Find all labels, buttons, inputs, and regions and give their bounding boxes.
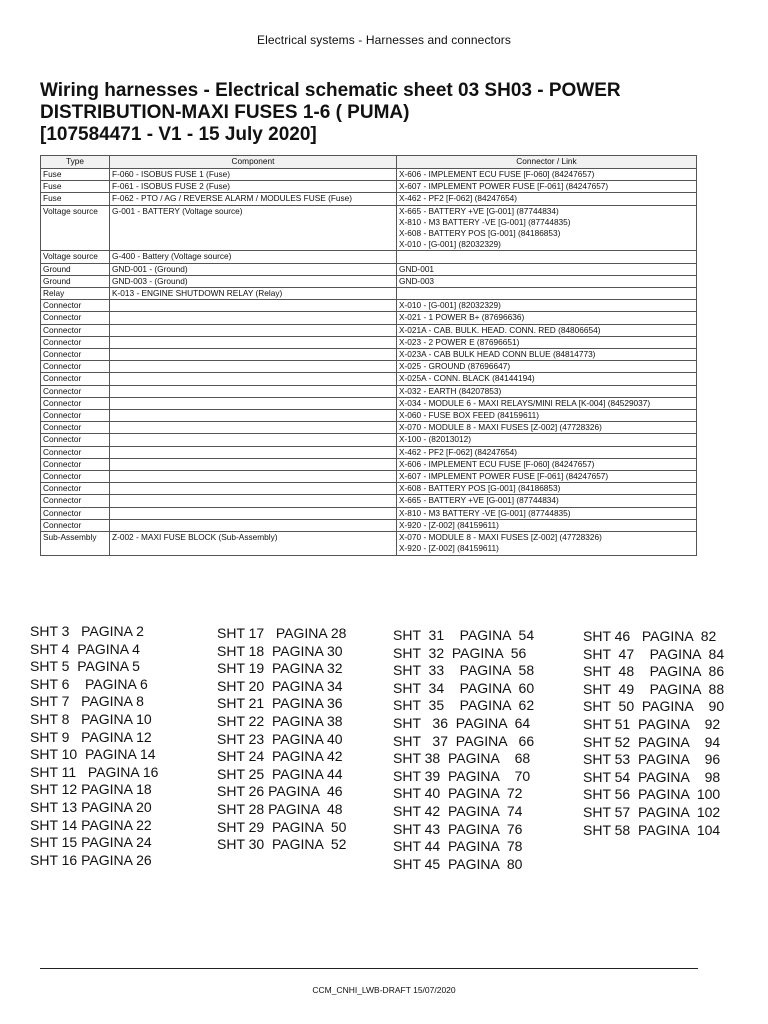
cell-type: Connector: [41, 361, 110, 373]
cell-connector-link: [397, 288, 697, 300]
sheet-page-entry: SHT 6 PAGINA 6: [30, 675, 148, 692]
sheet-page-entry: SHT 34 PAGINA 60: [393, 679, 535, 696]
page-header: Electrical systems - Harnesses and connectors: [257, 33, 511, 47]
cell-connector-link: [397, 532, 697, 555]
table-row: [41, 483, 697, 495]
connector-link: X-607 - IMPLEMENT POWER FUSE [F-061] (84247657): [399, 181, 609, 192]
cell-type: Voltage source: [41, 205, 110, 251]
cell-component: [110, 361, 397, 373]
connector-link: X-034 - MODULE 6 - MAXI RELAYS/MINI RELA [K-004] (84529037): [399, 397, 651, 408]
sheet-page-entry: SHT 3 PAGINA 2: [30, 623, 144, 639]
connector-link: X-606 - IMPLEMENT ECU FUSE [F-060] (84247657): [399, 458, 595, 469]
cell-component: GND-003 - (Ground): [110, 275, 397, 287]
sheet-page-entry: SHT 4 PAGINA 4: [30, 640, 140, 657]
cell-type: Connector: [41, 471, 110, 483]
connector-link: X-010 - [G-001] (82032329): [399, 300, 501, 311]
connector-link: [399, 288, 694, 299]
sheet-page-entry: SHT 39 PAGINA 70: [393, 767, 531, 784]
cell-connector-link: [397, 324, 697, 336]
sheet-page-entry: SHT 54 PAGINA 98: [583, 768, 721, 785]
sheet-page-entry: SHT 45 PAGINA 80: [393, 855, 523, 872]
cell-component: G-001 - BATTERY (Voltage source): [110, 205, 397, 251]
cell-component: F-062 - PTO / AG / REVERSE ALARM / MODULES FUSE (Fuse): [110, 193, 397, 205]
cell-connector-link: [397, 385, 697, 397]
sheet-page-entry: SHT 37 PAGINA 66: [393, 732, 535, 749]
table-row: [41, 275, 697, 287]
cell-component: [110, 385, 397, 397]
cell-component: GND-001 - (Ground): [110, 263, 397, 275]
connector-link: GND-001: [399, 263, 435, 274]
cell-component: [110, 446, 397, 458]
sheet-page-entry: SHT 44 PAGINA 78: [393, 838, 523, 855]
connector-link: X-606 - IMPLEMENT ECU FUSE [F-060] (84247657): [399, 169, 595, 179]
column-header-type: Type: [41, 156, 110, 169]
title-line-2: DISTRIBUTION-MAXI FUSES 1-6 ( PUMA): [40, 102, 410, 123]
sheet-page-entry: SHT 56 PAGINA 100: [583, 786, 721, 803]
sheet-page-entry: SHT 24 PAGINA 42: [217, 748, 343, 765]
cell-connector-link: [397, 336, 697, 348]
connector-link: GND-003: [399, 275, 435, 286]
connector-link: X-920 - [Z-002] (84159611): [399, 519, 499, 530]
cell-type: Connector: [41, 519, 110, 531]
sheet-page-entry: SHT 53 PAGINA 96: [583, 751, 721, 768]
cell-type: Connector: [41, 458, 110, 470]
connector-link: X-810 - M3 BATTERY -VE [G-001] (87744835): [399, 507, 571, 518]
cell-type: Connector: [41, 300, 110, 312]
cell-component: [110, 519, 397, 531]
cell-connector-link: [397, 181, 697, 193]
cell-component: [110, 422, 397, 434]
cell-component: [110, 434, 397, 446]
cell-connector-link: [397, 169, 697, 181]
sheet-page-entry: SHT 13 PAGINA 20: [30, 798, 152, 815]
cell-component: F-061 - ISOBUS FUSE 2 (Fuse): [110, 181, 397, 193]
connector-link: X-070 - MODULE 8 - MAXI FUSES [Z-002] (47728326): [399, 532, 602, 543]
sheet-page-column-3: [393, 627, 534, 873]
sheet-page-entry: SHT 43 PAGINA 76: [393, 820, 523, 837]
table-header-row: [41, 156, 697, 169]
table-row: [41, 288, 697, 300]
cell-component: [110, 373, 397, 385]
table-row: [41, 324, 697, 336]
connector-link: X-032 - EARTH (84207853): [399, 385, 502, 396]
cell-component: Z-002 - MAXI FUSE BLOCK (Sub-Assembly): [110, 532, 397, 555]
table-row: [41, 495, 697, 507]
cell-component: G-400 - Battery (Voltage source): [110, 251, 397, 263]
table-row: [41, 385, 697, 397]
table-row: [41, 532, 697, 555]
cell-connector-link: [397, 300, 697, 312]
cell-type: Connector: [41, 324, 110, 336]
sheet-page-entry: SHT 29 PAGINA 50: [217, 818, 347, 835]
sheet-page-entry: SHT 33 PAGINA 58: [393, 662, 535, 679]
cell-connector-link: [397, 507, 697, 519]
cell-type: Fuse: [41, 181, 110, 193]
cell-component: [110, 349, 397, 361]
cell-type: Ground: [41, 275, 110, 287]
cell-component: [110, 324, 397, 336]
cell-type: Connector: [41, 410, 110, 422]
cell-connector-link: [397, 495, 697, 507]
sheet-page-entry: SHT 40 PAGINA 72: [393, 785, 523, 802]
sheet-page-entry: SHT 30 PAGINA 52: [217, 836, 347, 853]
cell-type: Connector: [41, 507, 110, 519]
sheet-page-entry: SHT 47 PAGINA 84: [583, 645, 725, 662]
sheet-page-entry: SHT 36 PAGINA 64: [393, 714, 531, 731]
table-row: [41, 336, 697, 348]
sheet-page-column-1: [30, 623, 158, 869]
sheet-page-entry: SHT 19 PAGINA 32: [217, 660, 343, 677]
sheet-page-entry: SHT 18 PAGINA 30: [217, 642, 343, 659]
sheet-page-entry: SHT 50 PAGINA 90: [583, 698, 725, 715]
connector-link: X-608 - BATTERY POS [G-001] (84186853): [399, 483, 561, 494]
sheet-page-entry: SHT 12 PAGINA 18: [30, 781, 152, 798]
connector-link: X-462 - PF2 [F-062] (84247654): [399, 446, 518, 457]
cell-connector-link: [397, 373, 697, 385]
cell-connector-link: [397, 446, 697, 458]
sheet-page-entry: SHT 28 PAGINA 48: [217, 800, 343, 817]
cell-connector-link: [397, 275, 697, 287]
cell-connector-link: [397, 312, 697, 324]
sheet-page-column-4: [583, 628, 724, 839]
cell-type: Connector: [41, 483, 110, 495]
cell-component: [110, 397, 397, 409]
cell-connector-link: [397, 397, 697, 409]
table-row: [41, 193, 697, 205]
connector-link: [399, 251, 694, 262]
connector-link: X-665 - BATTERY +VE [G-001] (87744834): [399, 205, 559, 216]
cell-type: Connector: [41, 422, 110, 434]
connector-link: X-810 - M3 BATTERY -VE [G-001] (87744835): [399, 216, 571, 227]
table-row: [41, 397, 697, 409]
cell-connector-link: [397, 193, 697, 205]
connector-link: X-021 - 1 POWER B+ (87696636): [399, 312, 525, 323]
table-row: [41, 410, 697, 422]
connector-link: X-023 - 2 POWER E (87696651): [399, 336, 520, 347]
cell-component: [110, 471, 397, 483]
cell-type: Fuse: [41, 169, 110, 181]
sheet-page-entry: SHT 8 PAGINA 10: [30, 710, 152, 727]
title-line-3: [107584471 - V1 - 15 July 2020]: [40, 124, 317, 145]
connector-link: X-010 - [G-001] (82032329): [399, 239, 501, 250]
cell-component: [110, 507, 397, 519]
table-row: [41, 422, 697, 434]
table-row: [41, 349, 697, 361]
connector-link: X-025 - GROUND (87696647): [399, 361, 511, 372]
cell-type: Voltage source: [41, 251, 110, 263]
cell-type: Sub-Assembly: [41, 532, 110, 555]
cell-connector-link: [397, 205, 697, 251]
connector-link: X-665 - BATTERY +VE [G-001] (87744834): [399, 495, 559, 506]
sheet-page-entry: SHT 49 PAGINA 88: [583, 680, 725, 697]
cell-component: F-060 - ISOBUS FUSE 1 (Fuse): [110, 169, 397, 181]
cell-type: Connector: [41, 434, 110, 446]
sheet-page-entry: SHT 23 PAGINA 40: [217, 730, 343, 747]
sheet-page-entry: SHT 9 PAGINA 12: [30, 728, 152, 745]
sheet-page-entry: SHT 51 PAGINA 92: [583, 715, 721, 732]
cell-type: Connector: [41, 446, 110, 458]
table-row: [41, 251, 697, 263]
sheet-page-entry: SHT 32 PAGINA 56: [393, 644, 527, 661]
title-line-1: Wiring harnesses - Electrical schematic sheet 03 SH03 - POWER: [40, 80, 621, 101]
cell-type: Fuse: [41, 193, 110, 205]
sheet-page-entry: SHT 26 PAGINA 46: [217, 783, 343, 800]
sheet-page-entry: SHT 52 PAGINA 94: [583, 733, 721, 750]
cell-connector-link: [397, 458, 697, 470]
sheet-page-entry: SHT 25 PAGINA 44: [217, 765, 343, 782]
cell-type: Connector: [41, 385, 110, 397]
sheet-page-entry: SHT 20 PAGINA 34: [217, 677, 343, 694]
page-footer: CCM_CNHI_LWB-DRAFT 15/07/2020: [312, 985, 456, 995]
table-row: [41, 263, 697, 275]
cell-type: Connector: [41, 373, 110, 385]
cell-connector-link: [397, 263, 697, 275]
connector-link: X-920 - [Z-002] (84159611): [399, 543, 499, 554]
connector-link: X-608 - BATTERY POS [G-001] (84186853): [399, 228, 561, 239]
cell-component: [110, 300, 397, 312]
cell-connector-link: [397, 349, 697, 361]
sheet-page-entry: SHT 35 PAGINA 62: [393, 697, 535, 714]
sheet-page-entry: SHT 38 PAGINA 68: [393, 750, 531, 767]
cell-connector-link: [397, 410, 697, 422]
cell-type: Connector: [41, 336, 110, 348]
sheet-page-entry: SHT 31 PAGINA 54: [393, 627, 535, 643]
table-row: [41, 169, 697, 181]
sheet-page-column-2: [217, 625, 346, 854]
cell-component: [110, 336, 397, 348]
sheet-page-entry: SHT 15 PAGINA 24: [30, 834, 152, 851]
cell-type: Connector: [41, 349, 110, 361]
sheet-page-entry: SHT 16 PAGINA 26: [30, 851, 152, 868]
cell-component: [110, 458, 397, 470]
sheet-page-entry: SHT 57 PAGINA 102: [583, 803, 721, 820]
page-title: [40, 80, 730, 146]
cell-component: [110, 312, 397, 324]
sheet-page-entry: SHT 17 PAGINA 28: [217, 625, 347, 641]
components-table: [40, 155, 697, 556]
sheet-page-entry: SHT 7 PAGINA 8: [30, 693, 144, 710]
table-row: [41, 458, 697, 470]
table-row: [41, 312, 697, 324]
cell-type: Connector: [41, 495, 110, 507]
table-row: [41, 205, 697, 251]
cell-connector-link: [397, 251, 697, 263]
table-row: [41, 434, 697, 446]
table-row: [41, 471, 697, 483]
connector-link: X-060 - FUSE BOX FEED (84159611): [399, 410, 540, 421]
cell-type: Ground: [41, 263, 110, 275]
sheet-page-entry: SHT 14 PAGINA 22: [30, 816, 152, 833]
cell-component: [110, 483, 397, 495]
cell-connector-link: [397, 422, 697, 434]
cell-component: K-013 - ENGINE SHUTDOWN RELAY (Relay): [110, 288, 397, 300]
table-row: [41, 373, 697, 385]
sheet-page-entry: SHT 22 PAGINA 38: [217, 712, 343, 729]
table-row: [41, 181, 697, 193]
sheet-page-entry: SHT 46 PAGINA 82: [583, 628, 717, 644]
connector-link: X-025A - CONN. BLACK (84144194): [399, 373, 535, 384]
table-body: [41, 169, 697, 556]
column-header-connector-link: Connector / Link: [397, 156, 697, 169]
cell-type: Connector: [41, 397, 110, 409]
cell-connector-link: [397, 519, 697, 531]
sheet-page-entry: SHT 42 PAGINA 74: [393, 802, 523, 819]
sheet-page-entry: SHT 10 PAGINA 14: [30, 746, 156, 763]
cell-connector-link: [397, 483, 697, 495]
sheet-page-entry: SHT 11 PAGINA 16: [30, 763, 159, 780]
connector-link: X-070 - MODULE 8 - MAXI FUSES [Z-002] (47728326): [399, 422, 602, 433]
sheet-page-entry: SHT 48 PAGINA 86: [583, 663, 725, 680]
footer-divider: [40, 968, 698, 969]
table-row: [41, 361, 697, 373]
sheet-page-entry: SHT 58 PAGINA 104: [583, 821, 721, 838]
table-row: [41, 519, 697, 531]
cell-component: [110, 410, 397, 422]
connector-link: X-021A - CAB. BULK. HEAD. CONN. RED (84806654): [399, 324, 601, 335]
cell-connector-link: [397, 361, 697, 373]
sheet-page-entry: SHT 5 PAGINA 5: [30, 658, 140, 675]
cell-type: Relay: [41, 288, 110, 300]
connector-link: X-100 - (82013012): [399, 434, 471, 445]
cell-connector-link: [397, 471, 697, 483]
connector-link: X-023A - CAB BULK HEAD CONN BLUE (84814773): [399, 349, 596, 360]
connector-link: X-462 - PF2 [F-062] (84247654): [399, 193, 518, 204]
table-row: [41, 300, 697, 312]
cell-component: [110, 495, 397, 507]
cell-type: Connector: [41, 312, 110, 324]
sheet-page-entry: SHT 21 PAGINA 36: [217, 695, 343, 712]
connector-link: X-607 - IMPLEMENT POWER FUSE [F-061] (84247657): [399, 471, 609, 482]
table-row: [41, 507, 697, 519]
column-header-component: Component: [110, 156, 397, 169]
cell-connector-link: [397, 434, 697, 446]
table-row: [41, 446, 697, 458]
